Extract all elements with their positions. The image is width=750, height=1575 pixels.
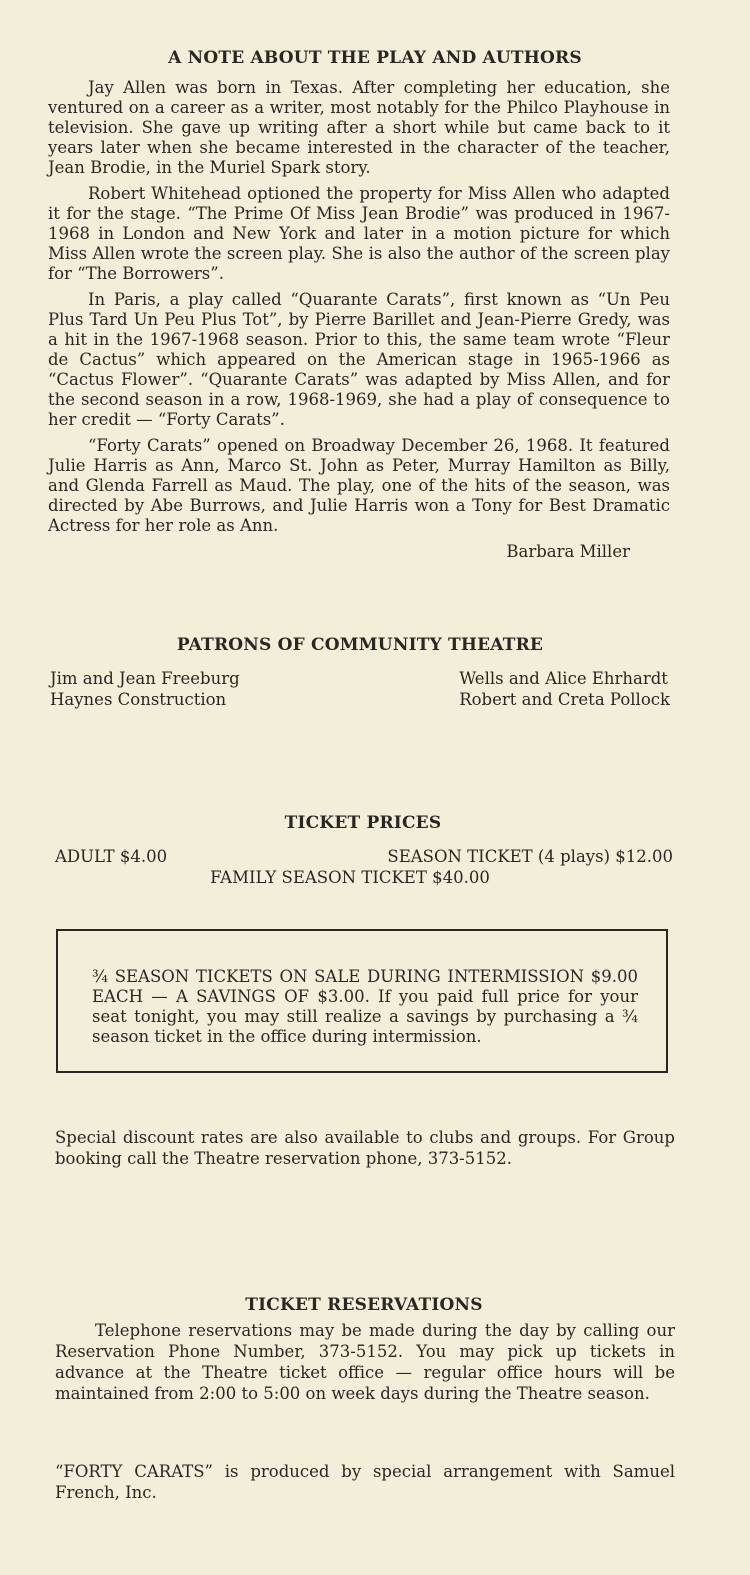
- patrons-left-column: [50, 668, 240, 710]
- ticket-prices: [55, 846, 673, 888]
- reservations-heading: TICKET RESERVATIONS: [245, 1295, 483, 1315]
- note-paragraph-1: Jay Allen was born in Texas. After completing her education, she ventured on a career as a writer, most notably for the Philco Playhouse in television. She gave up writing after a short while but came back to it years later when she became interested in the character of the teacher, Jean Brodie, in the Muriel Spark story.: [48, 78, 670, 177]
- season-price: SEASON TICKET (4 plays) $12.00: [387, 847, 673, 866]
- patrons-right-column: [459, 668, 670, 710]
- note-paragraph-3: In Paris, a play called “Quarante Carats”, first known as “Un Peu Plus Tard Un Peu Plus Tot”, by Pierre Barillet and Jean-Pierre Gredy, was a hit in the 1967-1968 season. Prior to this, the same team wrote “Fleur de Cactus” which appeared on the American stage in 1965-1966 as “Cactus Flower”. “Quarante Carats” was adapted by Miss Allen, and for the second season in a row, 1968-1969, she had a play of consequence to her credit — “Forty Carats”.: [48, 290, 670, 429]
- patron-entry: Jim and Jean Freeburg: [50, 669, 240, 688]
- patron-entry: Robert and Creta Pollock: [459, 690, 670, 709]
- patrons-list: [50, 668, 670, 710]
- note-paragraph-4: “Forty Carats” opened on Broadway December 26, 1968. It featured Julie Harris as Ann, Marco St. John as Peter, Murray Hamilton as Billy, and Glenda Farrell as Maud. The play, one of the hits of the season, was directed by Abe Burrows, and Julie Harris won a Tony for Best Dramatic Actress for her role as Ann.: [48, 436, 670, 535]
- intermission-sale-box: [56, 929, 668, 1073]
- note-section: [48, 78, 670, 568]
- adult-price: ADULT $4.00: [55, 847, 168, 866]
- production-credit: “FORTY CARATS” is produced by special arrangement with Samuel French, Inc.: [55, 1462, 675, 1502]
- patrons-heading: PATRONS OF COMMUNITY THEATRE: [176, 635, 544, 655]
- family-price: FAMILY SEASON TICKET $40.00: [210, 868, 490, 887]
- reservations-text: Telephone reservations may be made during the day by calling our Reservation Phone Number, 373-5152. You may pick up tickets in advance at the Theatre ticket office — regular office hours will be maintained from 2:00 to 5:00 on week days during the Theatre season.: [55, 1321, 675, 1403]
- intermission-sale-text: ¾ SEASON TICKETS ON SALE DURING INTERMISSION $9.00 EACH — A SAVINGS OF $3.00. If you paid full price for your seat tonight, you may still realize a savings by purchasing a ¾ season ticket in the office during intermission.: [92, 967, 638, 1046]
- ticket-prices-heading: TICKET PRICES: [284, 813, 442, 833]
- patron-entry: Haynes Construction: [50, 690, 227, 709]
- patron-entry: Wells and Alice Ehrhardt: [459, 669, 668, 688]
- note-paragraph-2: Robert Whitehead optioned the property for Miss Allen who adapted it for the stage. “The Prime Of Miss Jean Brodie” was produced in 1967-1968 in London and New York and later in a motion picture for which Miss Allen wrote the screen play. She is also the author of the screen play for “The Borrowers”.: [48, 184, 670, 283]
- group-discount-text: Special discount rates are also available to clubs and groups. For Group booking call the Theatre reservation phone, 373-5152.: [55, 1128, 675, 1168]
- note-signature: Barbara Miller: [506, 542, 630, 561]
- price-row: [55, 846, 673, 867]
- note-heading: A NOTE ABOUT THE PLAY AND AUTHORS: [168, 48, 582, 68]
